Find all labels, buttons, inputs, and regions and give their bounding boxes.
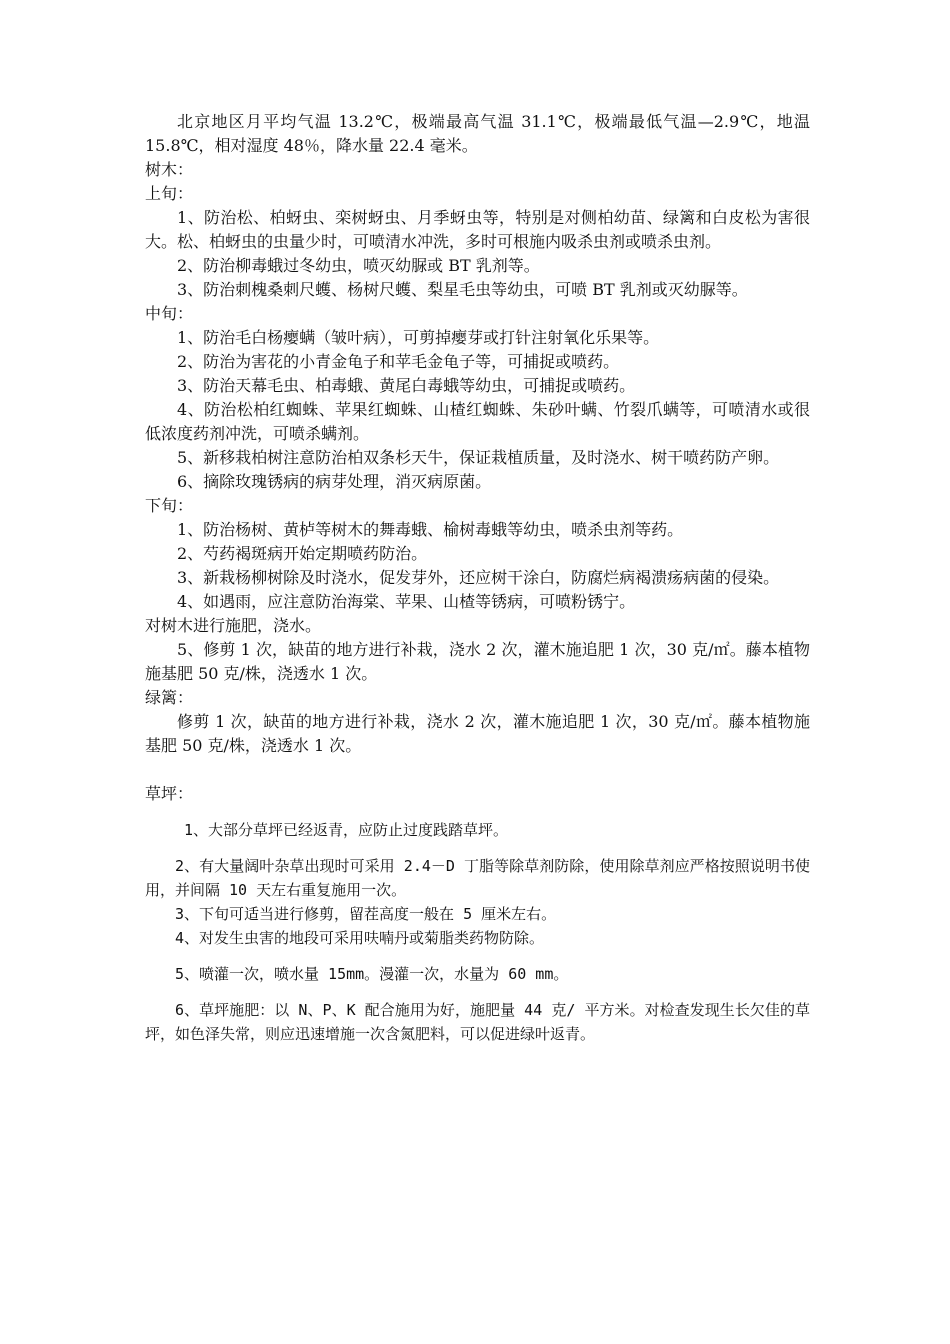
fertilize-line: 对树木进行施肥，浇水。	[145, 616, 322, 635]
lawn-item-1: 1、大部分草坪已经返青，应防止过度践踏草坪。	[184, 821, 509, 839]
subheading-late: 下旬：	[145, 496, 194, 515]
hedge-paragraph: 修剪 1 次，缺苗的地方进行补栽，浇水 2 次，灌木施追肥 1 次，30 克/㎡。藤本植物施基肥 50 克/株，浇透水 1 次。	[145, 712, 810, 755]
section-heading-lawn: 草坪：	[145, 784, 194, 803]
mid-item-2: 2、防治为害花的小青金龟子和苹毛金龟子等，可捕捉或喷药。	[177, 352, 620, 371]
section-heading-trees: 树木：	[145, 160, 194, 179]
lawn-item-3: 3、下旬可适当进行修剪，留茬高度一般在 5 厘米左右。	[175, 905, 557, 923]
spacer	[145, 950, 810, 962]
mid-item-1: 1、防治毛白杨瘿螨（皱叶病），可剪掉瘿芽或打针注射氧化乐果等。	[177, 328, 660, 347]
early-item-2: 2、防治柳毒蛾过冬幼虫，喷灭幼脲或 BT 乳剂等。	[177, 256, 540, 275]
lawn-item-2: 2、有大量阔叶杂草出现时可采用 2.4－D 丁脂等除草剂防除，使用除草剂应严格按照说明书使用，并间隔 10 天左右重复施用一次。	[145, 857, 810, 899]
subheading-early: 上旬：	[145, 184, 194, 203]
early-item-3: 3、防治刺槐桑刺尺蠖、杨树尺蠖、梨星毛虫等幼虫，可喷 BT 乳剂或灭幼脲等。	[177, 280, 748, 299]
late-item-4: 4、如遇雨，应注意防治海棠、苹果、山楂等锈病，可喷粉锈宁。	[177, 592, 636, 611]
spacer	[145, 842, 810, 854]
mid-item-5: 5、新移栽柏树注意防治柏双条杉天牛，保证栽植质量，及时浇水、树干喷药防产卵。	[177, 448, 780, 467]
subheading-mid: 中旬：	[145, 304, 194, 323]
lawn-item-4: 4、对发生虫害的地段可采用呋喃丹或菊脂类药物防除。	[175, 929, 545, 947]
document-body	[145, 110, 810, 1046]
lawn-item-5: 5、喷灌一次，喷水量 15mm。漫灌一次，水量为 60 mm。	[175, 965, 569, 983]
mid-item-4: 4、防治松柏红蜘蛛、苹果红蜘蛛、山楂红蜘蛛、朱砂叶螨、竹裂爪螨等，可喷清水或很低浓度药剂冲洗，可喷杀螨剂。	[145, 400, 810, 443]
lawn-item-6: 6、草坪施肥：以 N、P、K 配合施用为好，施肥量 44 克/ 平方米。对检查发现生长欠佳的草坪，如色泽失常，则应迅速增施一次含氮肥料，可以促进绿叶返青。	[145, 1001, 810, 1043]
spacer	[145, 758, 810, 782]
mid-item-6: 6、摘除玫瑰锈病的病芽处理，消灭病原菌。	[177, 472, 492, 491]
late-item-1: 1、防治杨树、黄栌等树木的舞毒蛾、榆树毒蛾等幼虫，喷杀虫剂等药。	[177, 520, 684, 539]
mid-item-3: 3、防治天幕毛虫、柏毒蛾、黄尾白毒蛾等幼虫，可捕捉或喷药。	[177, 376, 636, 395]
late-item-2: 2、芍药褐斑病开始定期喷药防治。	[177, 544, 428, 563]
intro-paragraph: 北京地区月平均气温 13.2℃，极端最高气温 31.1℃，极端最低气温—2.9℃，地温 15.8℃，相对湿度 48％，降水量 22.4 毫米。	[145, 112, 810, 155]
late-item-3: 3、新栽杨柳树除及时浇水，促发芽外，还应树干涂白，防腐烂病褐溃疡病菌的侵染。	[177, 568, 780, 587]
trees-item-5: 5、修剪 1 次，缺苗的地方进行补栽，浇水 2 次，灌木施追肥 1 次，30 克/㎡。藤本植物施基肥 50 克/株，浇透水 1 次。	[145, 640, 810, 683]
section-heading-hedge: 绿篱：	[145, 688, 194, 707]
early-item-1: 1、防治松、柏蚜虫、栾树蚜虫、月季蚜虫等，特别是对侧柏幼苗、绿篱和白皮松为害很大。松、柏蚜虫的虫量少时，可喷清水冲洗，多时可根施内吸杀虫剂或喷杀虫剂。	[145, 208, 810, 251]
spacer	[145, 986, 810, 998]
spacer	[145, 806, 810, 818]
